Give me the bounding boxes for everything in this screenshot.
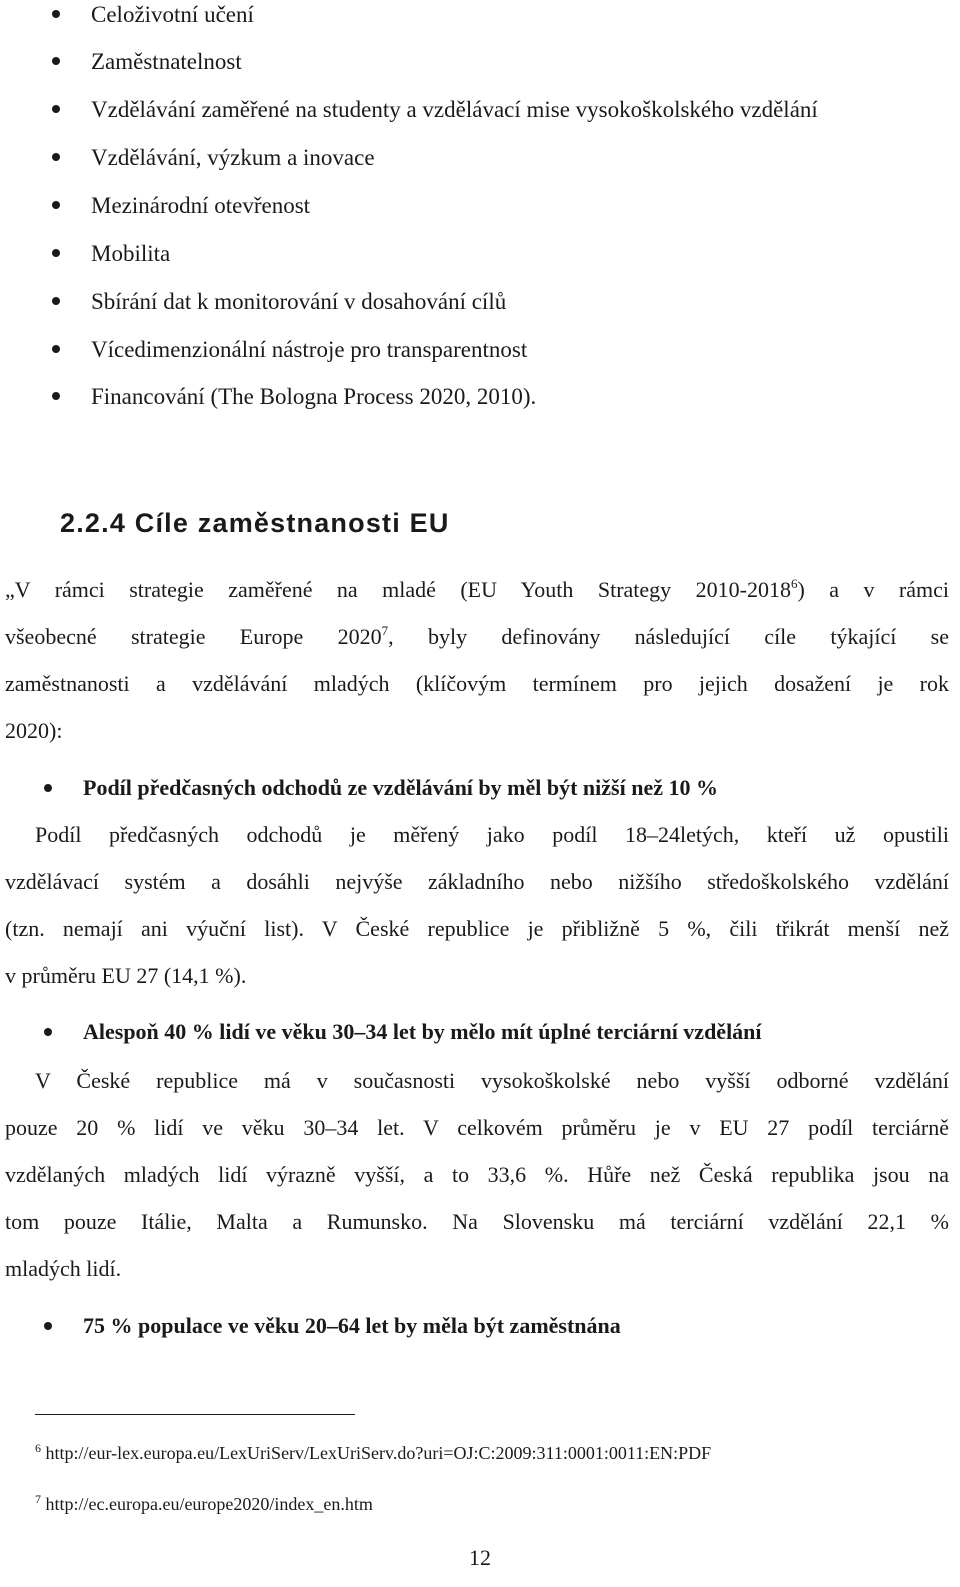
footnote-link[interactable]: http://ec.europa.eu/europe2020/index_en.htm [45,1494,373,1514]
target-1-paragraph [5,811,949,999]
bullet-icon [52,345,60,353]
bullet-icon [44,1322,52,1330]
paragraph-line: Podíl předčasných odchodů je měřený jako podíl 18–24letých, kteří už opustili [35,822,949,847]
list-item-text: Mobilita [91,241,171,266]
bullet-icon [44,1028,52,1036]
target-3-title: 75 % populace ve věku 20–64 let by měla být zaměstnána [83,1313,621,1338]
footnote-ref-7: 7 [381,623,389,638]
bullet-icon [52,201,60,209]
intro-paragraph [5,566,949,754]
paragraph-line: mladých lidí. [5,1256,122,1281]
paragraph-line: tom pouze Itálie, Malta a Rumunsko. Na Slovensku má terciární vzdělání 22,1 % [5,1209,949,1234]
text-span: ) a v rámci [797,577,949,602]
text-span: „V rámci strategie zaměřené na mladé (EU Youth Strategy 2010-2018 [5,577,791,602]
footnote-number: 7 [35,1492,41,1506]
page-number: 12 [469,1545,491,1570]
footnote-6 [35,1441,711,1465]
paragraph-line: zaměstnanosti a vzdělávání mladých (klíčovým termínem pro jejich dosažení je rok [5,671,949,696]
bullet-icon [52,297,60,305]
bullet-icon [52,392,60,400]
list-item-text: Vícedimenzionální nástroje pro transparentnost [91,337,528,362]
bullet-icon [52,57,60,65]
paragraph-line: v průměru EU 27 (14,1 %). [5,963,247,988]
paragraph-line [5,566,949,613]
bullet-icon [52,153,60,161]
bullet-icon [52,249,60,257]
paragraph-line [5,613,949,660]
target-1-title: Podíl předčasných odchodů ze vzdělávání by měl být nižší než 10 % [83,775,718,800]
paragraph-line: 2020): [5,718,63,743]
target-2-paragraph [5,1057,949,1292]
paragraph-line: V České republice má v současnosti vysokoškolské nebo vyšší odborné vzdělání [35,1068,949,1093]
bullet-icon [52,10,60,18]
list-item-text: Mezinárodní otevřenost [91,193,311,218]
list-item-text: Sbírání dat k monitorování v dosahování cílů [91,289,507,314]
paragraph-line: (tzn. nemají ani výuční list). V České republice je přibližně 5 %, čili třikrát menší než [5,916,949,941]
paragraph-line: pouze 20 % lidí ve věku 30–34 let. V celkovém průměru je v EU 27 podíl terciárně [5,1115,949,1140]
bullet-icon [52,105,60,113]
footnote-link[interactable]: http://eur-lex.europa.eu/LexUriServ/LexUriServ.do?uri=OJ:C:2009:311:0001:0011:EN:PDF [45,1443,712,1463]
list-item-text: Vzdělávání, výzkum a inovace [91,145,375,170]
list-item-text: Zaměstnatelnost [91,49,242,74]
bullet-icon [44,784,52,792]
list-item-text: Celoživotní učení [91,2,254,27]
text-span: všeobecné strategie Europe 2020 [5,624,382,649]
paragraph-line: vzdělávací systém a dosáhli nejvýše základního nebo nižšího středoškolského vzdělání [5,869,949,894]
list-item-text: Vzdělávání zaměřené na studenty a vzdělávací mise vysokoškolského vzdělání [91,97,818,122]
paragraph-line: vzdělaných mladých lidí výrazně vyšší, a to 33,6 %. Hůře než Česká republika jsou na [5,1162,949,1187]
list-item-text: Financování (The Bologna Process 2020, 2010). [91,384,537,409]
text-span: , byly definovány následující cíle týkající se [388,624,949,649]
section-heading: 2.2.4 Cíle zaměstnanosti EU [60,508,450,538]
footnote-7 [35,1492,373,1516]
footnote-ref-6: 6 [790,576,798,591]
target-2-title: Alespoň 40 % lidí ve věku 30–34 let by mělo mít úplné terciární vzdělání [83,1019,762,1044]
footnote-number: 6 [35,1441,41,1455]
footnote-separator [35,1414,355,1415]
